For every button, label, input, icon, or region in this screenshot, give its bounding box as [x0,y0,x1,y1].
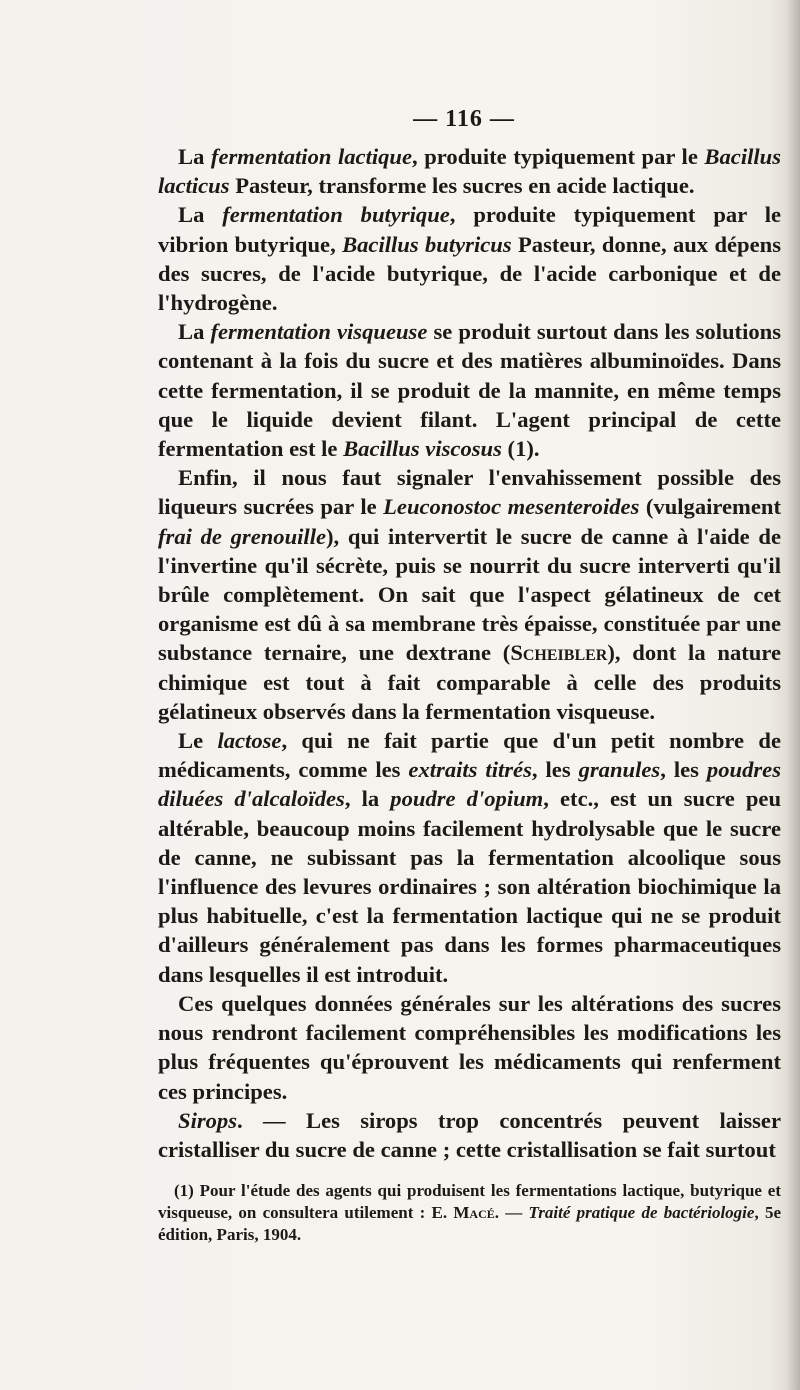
italic-term: lactose [217,728,282,754]
text-run: , 5e édition, Paris, 1904. [158,1203,781,1244]
text-run: . — [494,1203,529,1222]
text-run: se produit surtout dans les solutions contenant à la fois du sucre et des matières albuminoïdes. Dans cette fermentation, il se produit de la mannite, en même temps que le liquide devient filant. L'agent principal de cette fermentation est le [158,319,782,462]
italic-term: fermentation visqueuse [210,319,428,345]
page-edge-shadow [786,0,800,1390]
italic-term: Bacillus butyricus [342,231,512,257]
text-run: La [178,144,211,169]
text-run: , la [344,786,391,812]
paragraph-leuconostoc [158,463,781,726]
italic-term: Leuconostoc mesenteroides [383,494,640,520]
italic-term: Sirops [178,1107,238,1133]
italic-term: Traité pratique de bactériologie [528,1203,755,1222]
paragraph-sirops [158,1106,781,1164]
text-run: La [178,319,211,345]
paragraph-butyric-fermentation [158,200,781,317]
text-run: Pasteur, transforme les sucres en acide lactique. [229,173,695,199]
text-run: Le [178,728,218,754]
italic-term: frai de grenouille [158,523,327,549]
small-caps-name: Scheibler [510,640,608,666]
paragraph-lactose [158,726,781,989]
italic-term: fermentation lactique [210,144,413,169]
italic-term: poudres diluées d'alcaloïdes [158,757,781,812]
text-run: Ces quelques données générales sur les altérations des sucres nous rendront facilement compréhensibles les modifications les plus fréquentes qu'éprouvent les médicaments qui renferment ces principes. [158,990,781,1104]
text-run: . — Les sirops trop concentrés peuvent laisser cristalliser du sucre de canne ; cette cristallisation se fait surtout [158,1107,781,1162]
page-number: — 116 — [413,106,515,132]
footnote [158,1180,781,1246]
italic-term: fermentation butyrique [222,202,450,228]
text-run: (vulgairement [639,494,781,520]
text-run: , produite typiquement par le [412,144,705,169]
text-run: ), dont la nature chimique est tout à fait comparable à celle des produits gélatineux observés dans la fermentation visqueuse. [158,640,781,724]
body-text [158,142,781,1164]
text-run: , qui ne fait partie que d'un petit nombre de médicaments, comme les [158,728,781,783]
italic-term: extraits titrés [408,757,532,783]
paragraph-general-data [158,989,781,1106]
italic-term: Bacillus viscosus [343,436,502,462]
small-caps-name: Macé [453,1203,495,1222]
text-run: La [178,202,223,228]
italic-term: granules [578,757,661,783]
text-run: , les [660,757,707,783]
text-run: Pasteur, donne, aux dépens des sucres, de l'acide butyrique, de l'acide carbonique et de l'hydrogène. [158,231,781,316]
text-run: , produite typiquement par le vibrion butyrique, [158,202,782,257]
text-run: (1) Pour l'étude des agents qui produisent les fermentations lactique, butyrique et visqueuse, on consultera utilement : E. [158,1181,781,1222]
paragraph-lactic-fermentation [158,142,781,200]
text-run: ), qui intervertit le sucre de canne à l'aide de l'invertine qu'il sécrète, puis se nourrit du sucre interverti qu'il brûle complètement. On sait que l'aspect gélatineux de cet organisme est dû à sa membrane très épaisse, constituée par une substance ternaire, une dextrane ( [158,523,781,666]
text-run: Enfin, il nous faut signaler l'envahissement possible des liqueurs sucrées par le [158,465,781,520]
text-run: , etc., est un sucre peu altérable, beaucoup moins facilement hydrolysable que le sucre de canne, ne subissant pas la fermentation alcoolique sous l'influence des levures ordinaires ; son altération biochimique la plus habituelle, c'est la fermentation lactique qui ne se produit d'ailleurs généralement pas dans les formes pharmaceutiques dans lesquelles il est introduit. [158,786,782,987]
text-run: , les [531,757,579,783]
italic-term: poudre d'opium [390,786,544,812]
italic-term: Bacillus lacticus [158,144,782,199]
text-run: (1). [501,436,540,462]
paragraph-viscous-fermentation [158,317,781,463]
